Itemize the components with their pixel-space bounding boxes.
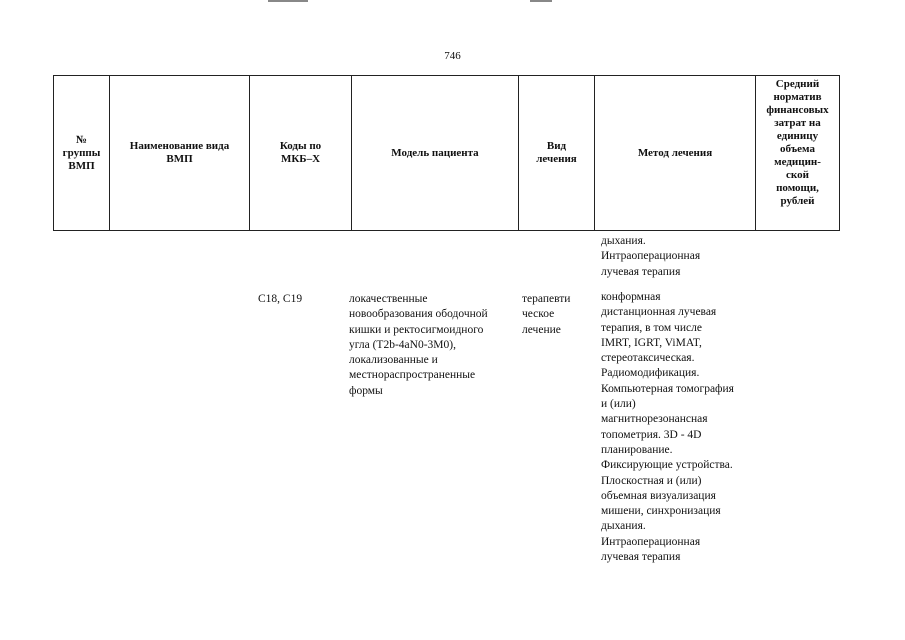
header-icd-codes: Коды по МКБ–X (250, 76, 352, 231)
icd-codes-cell: C18, C19 (258, 293, 303, 305)
treatment-type-cell: терапевти ческое лечение (522, 293, 571, 336)
header-treatment-method: Метод лечения (595, 76, 756, 231)
scan-mark-top-left (268, 0, 308, 2)
table-header (53, 75, 840, 231)
scan-mark-top-right (530, 0, 552, 2)
continuation-method-text: дыхания. Интраоперационная лучевая терапия (601, 235, 701, 278)
header-treatment-type: Вид лечения (519, 76, 595, 231)
page-number: 746 (444, 50, 461, 62)
patient-model-cell: локачественные новообразования ободочной кишки и ректосигмоидного угла (T2b-4aN0-3M0), локализованные и местнораспространенные формы (349, 293, 488, 397)
header-group-number: № группы ВМП (54, 76, 110, 231)
header-average-cost: Средний норматив финансовых затрат на единицу объема медицин- ской помощи, рублей (756, 76, 840, 231)
header-patient-model: Модель пациента (352, 76, 519, 231)
header-vmp-name: Наименование вида ВМП (110, 76, 250, 231)
treatment-method-cell: конформная дистанционная лучевая терапия, в том числе IMRT, IGRT, ViMAT, стереотаксическая. Радиомодификация. Компьютерная томография и (или) магнитнорезонансная топометрия. 3D - 4D планирование. Фиксирующие устройства. Плоскостная и (или) объемная визуализация мишени, синхронизация дыхания. Интраоперационная лучевая терапия (601, 291, 734, 564)
